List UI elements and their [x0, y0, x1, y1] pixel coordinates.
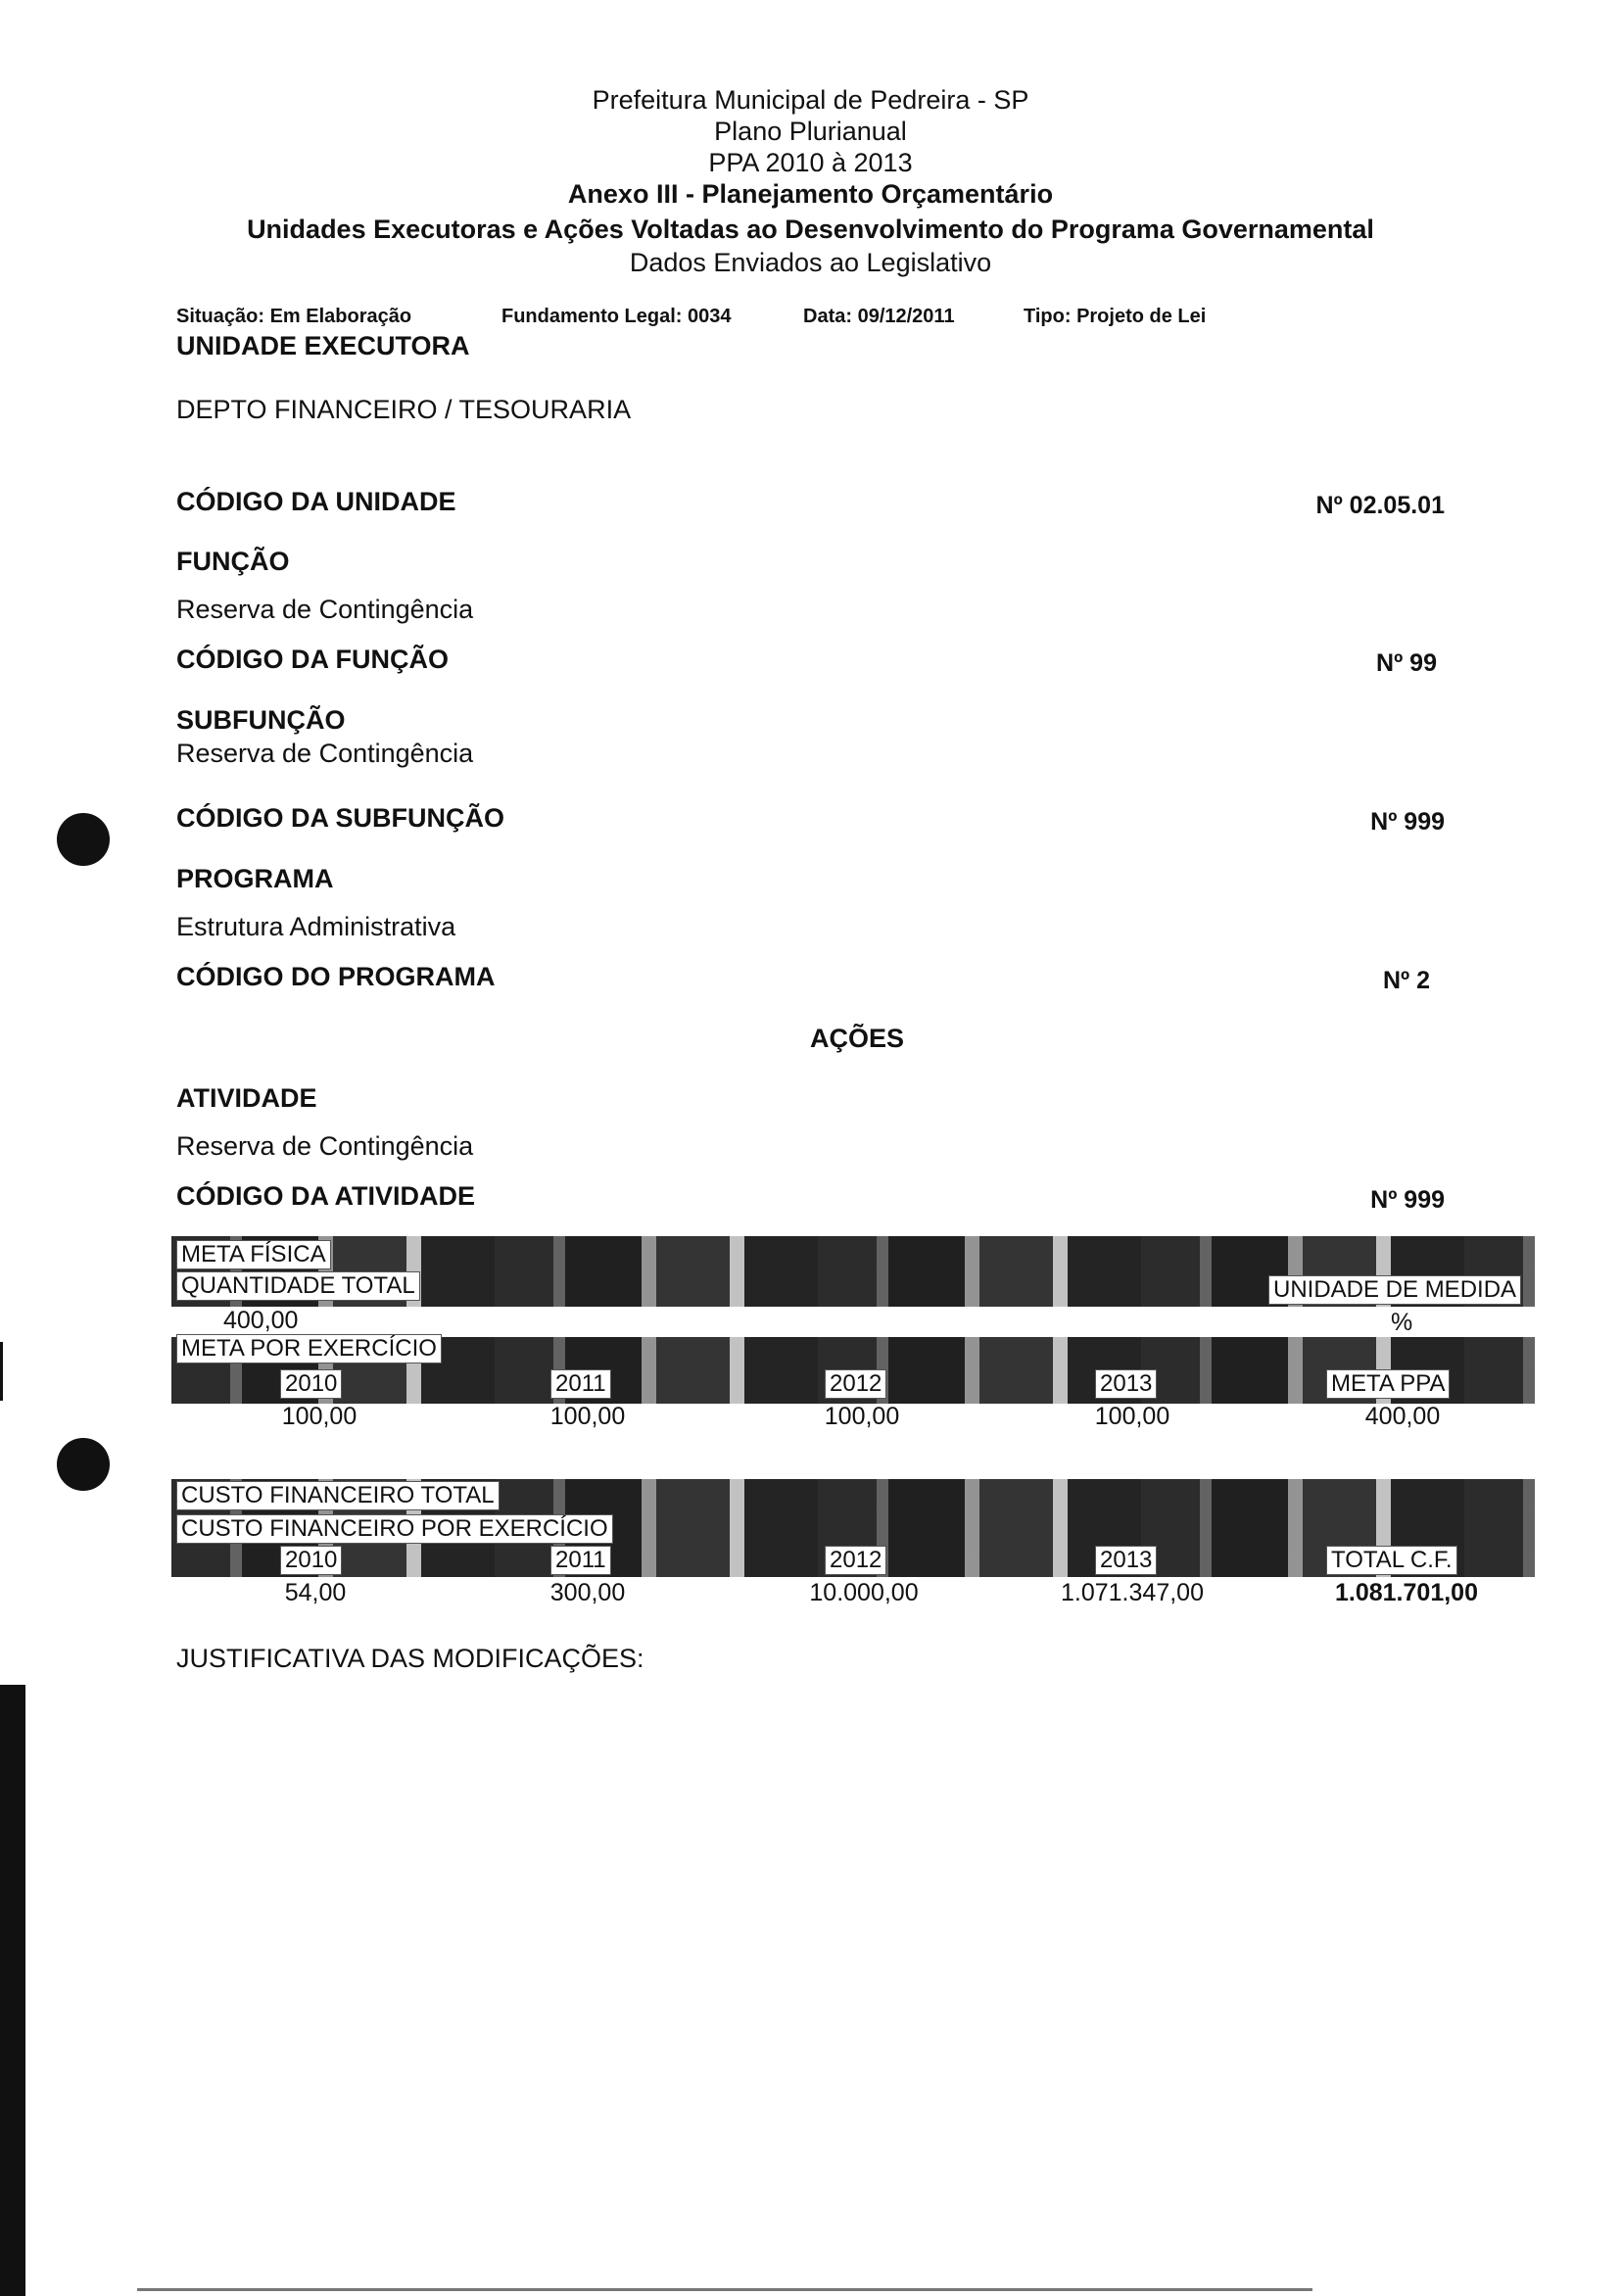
unidade-executora-title: UNIDADE EXECUTORA — [176, 331, 470, 360]
data: Data: 09/12/2011 — [803, 306, 955, 327]
meta-year-2010: 2010 — [280, 1369, 342, 1399]
meta-value-2013: 100,00 — [1094, 1403, 1170, 1430]
funcao-name: Reserva de Contingência — [176, 595, 474, 624]
custo-year-2011: 2011 — [550, 1546, 611, 1575]
total-cf-value: 1.081.701,00 — [1335, 1579, 1478, 1606]
custo-value-2013: 1.071.347,00 — [1061, 1579, 1204, 1606]
header-ppa: PPA 2010 à 2013 — [708, 148, 913, 177]
total-cf-label: TOTAL C.F. — [1326, 1546, 1457, 1575]
meta-year-2012: 2012 — [825, 1369, 886, 1399]
codigo-subfuncao-value: Nº 999 — [1370, 808, 1445, 836]
unidade-medida-label: UNIDADE DE MEDIDA — [1268, 1275, 1521, 1305]
punch-hole-top — [57, 813, 110, 866]
meta-fisica-title: META FÍSICA — [176, 1240, 331, 1269]
codigo-atividade-label: CÓDIGO DA ATIVIDADE — [176, 1181, 476, 1211]
programa-name: Estrutura Administrativa — [176, 912, 456, 941]
header-dados: Dados Enviados ao Legislativo — [629, 248, 992, 277]
scan-mark-left — [0, 1342, 3, 1401]
unidade-medida-value: % — [1391, 1309, 1413, 1336]
atividade-name: Reserva de Contingência — [176, 1131, 474, 1161]
unidade-name: DEPTO FINANCEIRO / TESOURARIA — [176, 395, 632, 424]
meta-ppa-label: META PPA — [1326, 1369, 1450, 1399]
funcao-label: FUNÇÃO — [176, 547, 290, 576]
subfuncao-name: Reserva de Contingência — [176, 739, 474, 768]
meta-year-2013: 2013 — [1095, 1369, 1157, 1399]
codigo-funcao-value: Nº 99 — [1376, 649, 1437, 677]
subfuncao-label: SUBFUNÇÃO — [176, 705, 346, 735]
quantidade-total-value: 400,00 — [223, 1307, 299, 1334]
codigo-atividade-value: Nº 999 — [1370, 1186, 1445, 1214]
fundamento-legal: Fundamento Legal: 0034 — [501, 306, 732, 327]
custo-total-title: CUSTO FINANCEIRO TOTAL — [176, 1481, 500, 1510]
custo-year-2010: 2010 — [280, 1546, 342, 1575]
meta-year-2011: 2011 — [550, 1369, 611, 1399]
custo-value-2012: 10.000,00 — [809, 1579, 919, 1606]
custo-por-exercicio-label: CUSTO FINANCEIRO POR EXERCÍCIO — [176, 1514, 613, 1544]
punch-hole-bottom — [57, 1438, 110, 1491]
header-prefeitura: Prefeitura Municipal de Pedreira - SP — [592, 85, 1029, 115]
codigo-subfuncao-label: CÓDIGO DA SUBFUNÇÃO — [176, 803, 504, 833]
acoes-title: AÇÕES — [810, 1024, 905, 1053]
custo-year-2012: 2012 — [825, 1546, 886, 1575]
meta-ppa-value: 400,00 — [1364, 1403, 1441, 1430]
programa-label: PROGRAMA — [176, 864, 334, 893]
meta-por-exercicio-label: META POR EXERCÍCIO — [176, 1334, 442, 1363]
meta-value-2010: 100,00 — [281, 1403, 358, 1430]
header-unidades: Unidades Executoras e Ações Voltadas ao Desenvolvimento do Programa Governamental — [247, 215, 1374, 244]
quantidade-total-label: QUANTIDADE TOTAL — [176, 1271, 420, 1301]
custo-value-2010: 54,00 — [284, 1579, 347, 1606]
meta-value-2011: 100,00 — [549, 1403, 626, 1430]
codigo-programa-label: CÓDIGO DO PROGRAMA — [176, 962, 496, 991]
header-anexo: Anexo III - Planejamento Orçamentário — [567, 179, 1054, 209]
atividade-label: ATIVIDADE — [176, 1083, 317, 1113]
header-plano: Plano Plurianual — [714, 117, 907, 146]
scan-edge-bottom — [137, 2288, 1312, 2291]
meta-value-2012: 100,00 — [824, 1403, 900, 1430]
codigo-programa-value: Nº 2 — [1382, 967, 1430, 994]
custo-year-2013: 2013 — [1095, 1546, 1157, 1575]
justificativa-label: JUSTIFICATIVA DAS MODIFICAÇÕES: — [176, 1644, 644, 1673]
scan-edge-left — [0, 1685, 25, 2296]
codigo-unidade-label: CÓDIGO DA UNIDADE — [176, 487, 456, 516]
codigo-funcao-label: CÓDIGO DA FUNÇÃO — [176, 645, 449, 674]
situacao: Situação: Em Elaboração — [176, 306, 412, 327]
codigo-unidade-value: Nº 02.05.01 — [1315, 492, 1445, 519]
custo-value-2011: 300,00 — [549, 1579, 626, 1606]
tipo: Tipo: Projeto de Lei — [1024, 306, 1207, 327]
